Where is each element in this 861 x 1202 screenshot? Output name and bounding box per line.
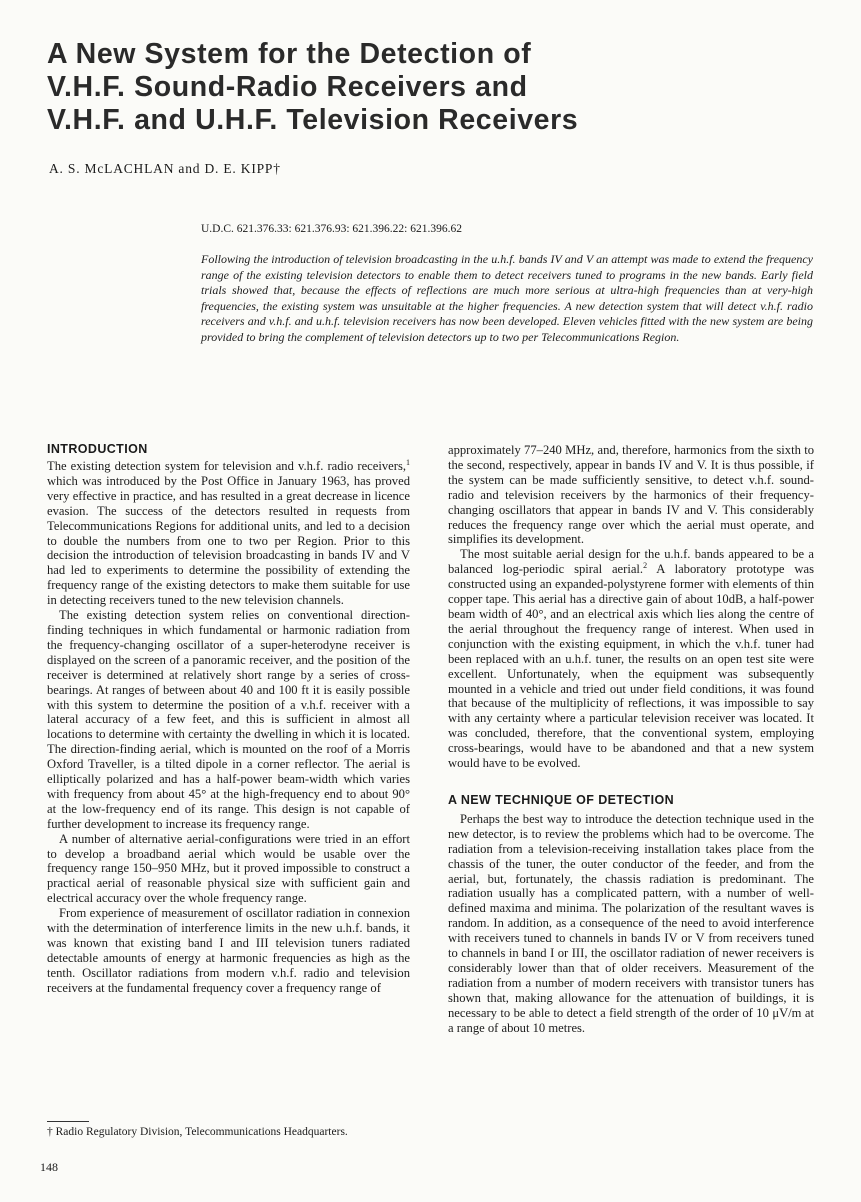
paragraph-text: A laboratory prototype was constructed using an expanded-polystyrene former with elements of thin copper tape. This aerial has a directive gain of about 10dB, a half-power beam width of 40°, and an electrical axis which lies along the centre of the aerial throughout the frequency range of interest. When used in conjunction with the existing equipment, in which the v.h.f. tuner had been replaced with an u.h.f. tuner, the results on an open test site were excellent. Unfortunately, when the equipment was subsequently mounted in a vehicle and tried out under field conditions, it was found that because of the multiplicity of reflections, it was impossible to say with any certainty where a particular television receiver was located. It was concluded, therefore, that the conventional system, employing cross-bearings, would have to be abandoned and that a new system would have to be evolved. <box>448 562 814 771</box>
paragraph-text: which was introduced by the Post Office in January 1963, has proved very effective in practice, and has resulted in a great decrease in licence evasion. The success of the detectors resulted in requests from Telecommunications Regions for additional units, and led to a decision to double the numbers from one to two per Region. Prior to this decision the introduction of television broadcasting in bands IV and V had led to experiments to determine the possibility of extending the frequency range of the existing detectors to make them suitable for use in detecting receivers tuned to the new television channels. <box>47 473 410 608</box>
footnote: † Radio Regulatory Division, Telecommunications Headquarters. <box>47 1126 348 1138</box>
title-line-3: V.H.F. and U.H.F. Television Receivers <box>47 104 579 136</box>
body-paragraph <box>47 459 410 608</box>
title-line-1: A New System for the Detection of <box>47 38 532 70</box>
body-paragraph: From experience of measurement of oscillator radiation in connexion with the determination of interference limits in the new u.h.f. bands, it was known that existing band I and III television tuners radiated detectable amounts of energy at harmonic frequencies as high as the tenth. Oscillator radiations from modern v.h.f. radio and television receivers at the fundamental frequency cover a frequency range of <box>47 906 410 995</box>
paragraph-text: The most suitable aerial design for the u.h.f. bands appeared to be a balanced log-periodic spiral aerial. <box>448 547 814 577</box>
body-paragraph-continued: approximately 77–240 MHz, and, therefore, harmonics from the sixth to the second, respectively, appear in bands IV and V. It is thus possible, if the system can be made sufficiently sensitive, to detect v.h.f. sound-radio and television receivers by the harmonics of their frequency-changing oscillators that appear in bands IV and V. This considerably reduces the frequency range over which the aerial must operate, and simplifies its development. <box>448 443 814 547</box>
reference-marker: 1 <box>406 457 410 467</box>
body-paragraph: A number of alternative aerial-configurations were tried in an effort to develop a broadband aerial which would be usable over the frequency range 150–950 MHz, but it proved impossible to construct a practical aerial of reasonable physical size with sufficient gain and electrical accuracy over the whole frequency range. <box>47 831 410 906</box>
left-column <box>47 442 410 996</box>
section-heading-new-technique: A NEW TECHNIQUE OF DETECTION <box>448 792 675 807</box>
paragraph-text: The existing detection system for television and v.h.f. radio receivers, <box>47 459 406 473</box>
abstract: Following the introduction of television broadcasting in the u.h.f. bands IV and V an attempt was made to extend the frequency range of the existing television detectors to enable them to detect receivers tuned to programs in the new bands. Early field trials showed that, because the effects of reflections are much more serious at ultra-high frequencies than at very-high frequencies, the existing system was unsuitable at the higher frequencies. A new detection system that will detect v.h.f. radio receivers and v.h.f. and u.h.f. television receivers has now been developed. Eleven vehicles fitted with the new system are being provided to bring the complement of television detectors up to two per Telecommunications Region. <box>201 252 813 344</box>
body-paragraph: The existing detection system relies on conventional direction-finding techniques in which fundamental or harmonic radiation from the frequency-changing oscillator of a super-heterodyne receiver is displayed on the screen of a panoramic receiver, and the position of the receiver is determined at relatively short range by a series of cross-bearings. At ranges of between about 40 and 100 ft it is easily possible with this system to determine the position of a v.h.f. receiver with a lateral accuracy of a few feet, and this is sufficient in almost all locations to determine with certainty the dwelling in which it is located. The direction-finding aerial, which is mounted on the roof of a Morris Oxford Traveller, is a tilted dipole in a corner reflector. The aerial is elliptically polarized and has a half-power beam-width which varies with frequency from about 45° at the high-frequency end to about 90° at the low-frequency end of its range. This design is not capable of further development to increase its frequency range. <box>47 608 410 831</box>
body-paragraph <box>448 547 814 771</box>
section-heading-introduction: INTRODUCTION <box>47 442 148 456</box>
title-line-2: V.H.F. Sound-Radio Receivers and <box>47 71 528 103</box>
udc-classification: U.D.C. 621.376.33: 621.376.93: 621.396.22: 621.396.62 <box>201 223 462 235</box>
author-line: A. S. McLACHLAN and D. E. KIPP† <box>49 161 281 176</box>
body-paragraph: Perhaps the best way to introduce the detection technique used in the new detector, is to review the problems which had to be overcome. The radiation from a television-receiving installation takes place from the chassis of the tuner, the outer conductor of the feeder, and from the aerial, but, fortunately, the chassis radiation is predominant. The radiation usually has a complicated pattern, with a number of well-defined maxima and minima. The polarization of the resultant waves is random. In addition, as a consequence of the need to avoid interference with receivers tuned to channels in bands IV or V from receivers tuned to channels in band I or III, the oscillator radiation of newer receivers is considerably lower than that of older receivers. Measurement of the radiation from a number of modern receivers with transistor tuners has shown that, making allowance for the attenuation of buildings, it is necessary to be able to detect a field strength of the order of 10 μV/m at a range of about 10 metres. <box>448 811 814 1035</box>
reference-marker: 2 <box>643 561 648 571</box>
page-number: 148 <box>40 1160 58 1174</box>
right-column <box>448 443 814 1036</box>
footnote-divider <box>47 1121 89 1122</box>
article-title <box>47 38 787 137</box>
